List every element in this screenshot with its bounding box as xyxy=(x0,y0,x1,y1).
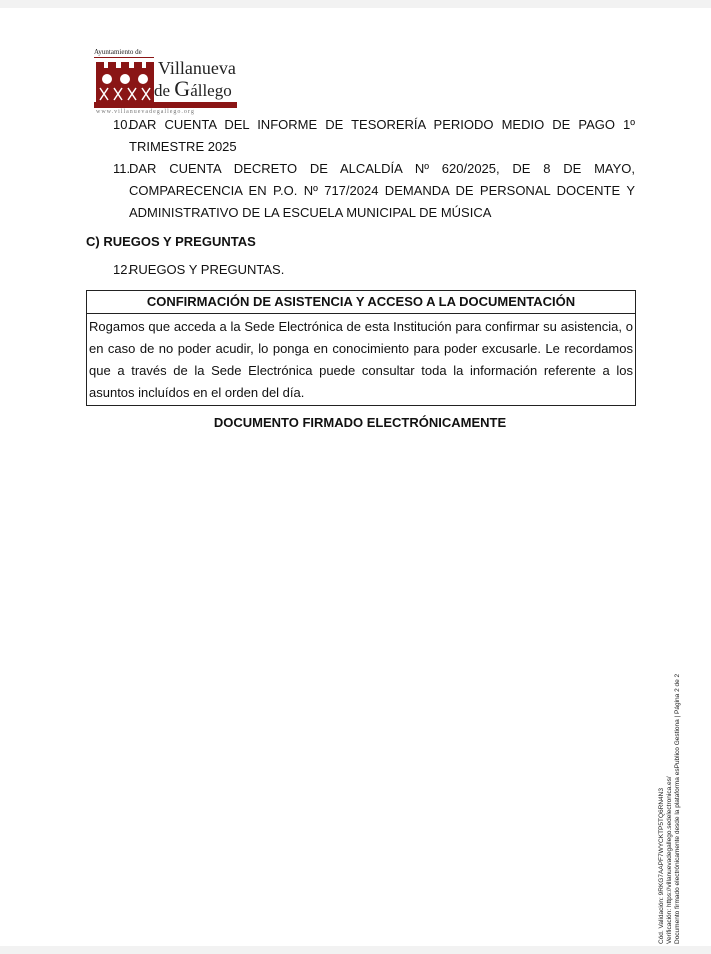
logo-url: www.villanuevadegallego.org xyxy=(96,109,195,115)
item-line: DAR CUENTA DECRETO DE ALCALDÍA Nº 620/2025, DE 8 DE MAYO, xyxy=(129,161,635,176)
item-number: 12. xyxy=(113,262,132,277)
confirmation-box-title: CONFIRMACIÓN DE ASISTENCIA Y ACCESO A LA DOCUMENTACIÓN xyxy=(87,291,635,314)
list-item xyxy=(113,158,635,224)
signature-platform-note: Documento firmado electrónicamente desde la plataforma esPublico Gestiona | Página 2 de 2 xyxy=(674,673,681,944)
item-line: TRIMESTRE 2025 xyxy=(129,139,237,154)
section-heading: C) RUEGOS Y PREGUNTAS xyxy=(86,234,256,249)
logo-name-prefix: de xyxy=(154,81,175,100)
verification-url: Verificación: https://villanuevadegallego.sedelectronica.es/ xyxy=(666,776,673,944)
castle-icon xyxy=(96,58,154,102)
item-line: ADMINISTRATIVO DE LA ESCUELA MUNICIPAL DE MÚSICA xyxy=(129,205,492,220)
item-number: 10. xyxy=(113,117,132,132)
item-text: RUEGOS Y PREGUNTAS. xyxy=(129,262,285,277)
validation-side-text xyxy=(658,674,682,944)
item-number: 11. xyxy=(113,161,131,176)
logo-name-line2 xyxy=(154,76,232,102)
logo-name-initial: G xyxy=(174,76,191,101)
signed-notice: DOCUMENTO FIRMADO ELECTRÓNICAMENTE xyxy=(213,415,507,430)
item-line: COMPARECENCIA EN P.O. Nº 717/2024 DEMANDA DE PERSONAL DOCENTE Y xyxy=(129,183,635,198)
logo-name-line1: Villanueva xyxy=(158,58,236,78)
confirmation-box-body: Rogamos que acceda a la Sede Electrónica de esta Institución para confirmar su asistencia, o en caso de no poder acudir, lo ponga en conocimiento para poder excusarle. Le recordamos que a través de la Sede Electrónica puede consultar toda la información referente a los asuntos incluídos en el orden del día. xyxy=(89,319,633,400)
logo-bar xyxy=(94,102,237,108)
logo-name-rest: állego xyxy=(190,81,232,100)
item-line: DAR CUENTA DEL INFORME DE TESORERÍA PERIODO MEDIO DE PAGO 1º xyxy=(129,117,635,132)
list-item xyxy=(113,114,635,158)
document-page xyxy=(0,8,711,946)
municipal-logo xyxy=(94,46,244,120)
logo-top-text: Ayuntamiento de xyxy=(94,48,154,58)
list-item xyxy=(113,259,513,281)
validation-code: Cód. Validación: 9RKG7AAPF7WYCKTP5TQ6RN4N3 xyxy=(658,788,665,944)
confirmation-box xyxy=(86,290,636,406)
